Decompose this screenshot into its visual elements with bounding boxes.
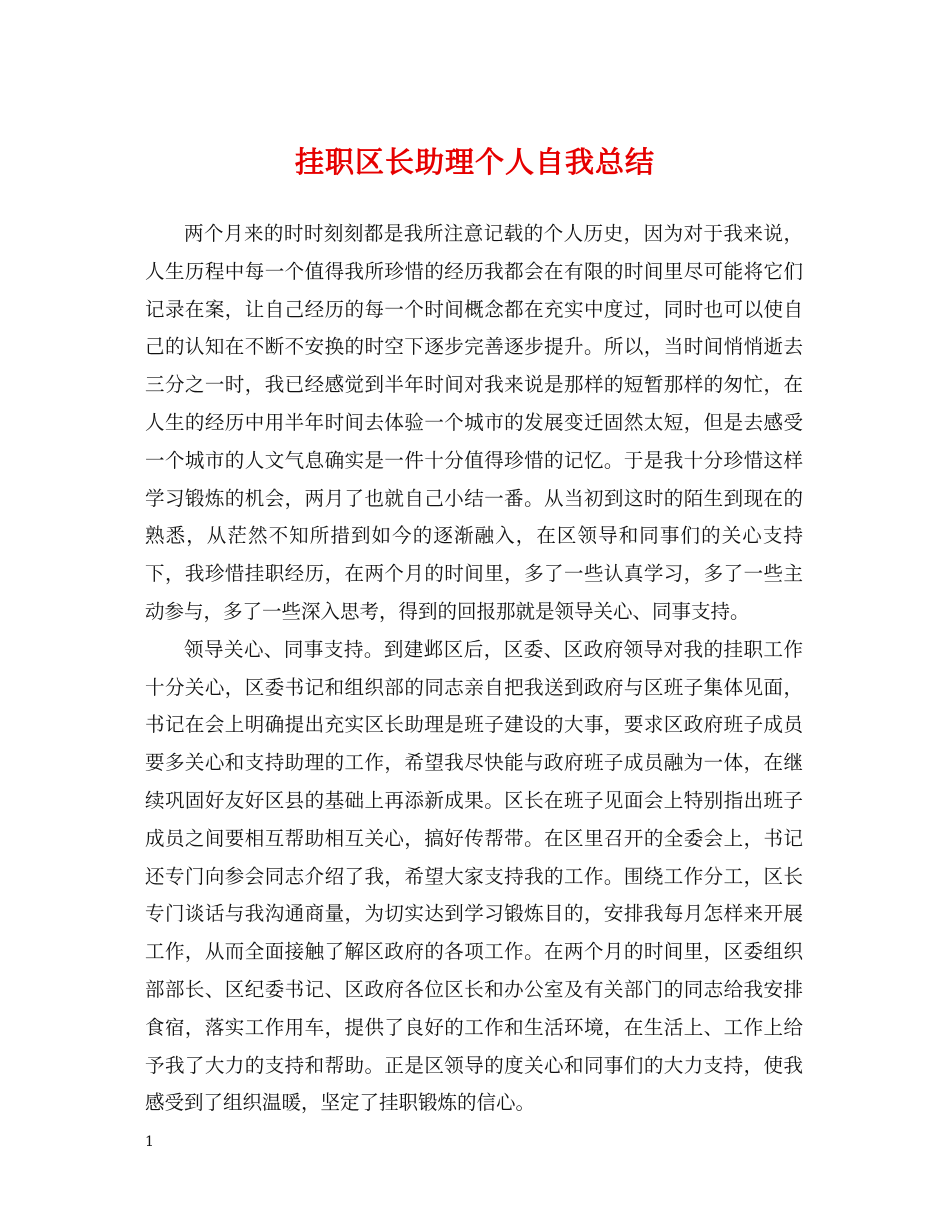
- paragraph: 两个月来的时时刻刻都是我所注意记载的个人历史，因为对于我来说，人生历程中每一个值得我所珍惜的经历我都会在有限的时间里尽可能将它们记录在案，让自己经历的每一个时间概念都在充实中度过，同时也可以使自己的认知在不断不安换的时空下逐步完善逐步提升。所以，当时间悄悄逝去三分之一时，我已经感觉到半年时间对我来说是那样的短暂那样的匆忙，在人生的经历中用半年时间去体验一个城市的发展变迁固然太短，但是去感受一个城市的人文气息确实是一件十分值得珍惜的记忆。于是我十分珍惜这样学习锻炼的机会，两月了也就自己小结一番。从当初到这时的陌生到现在的熟悉，从茫然不知所措到如今的逐渐融入，在区领导和同事们的关心支持下，我珍惜挂职经历，在两个月的时间里，多了一些认真学习，多了一些主动参与，多了一些深入思考，得到的回报那就是领导关心、同事支持。: [145, 222, 803, 623]
- document-body: [145, 215, 803, 1122]
- document-title: 挂职区长助理个人自我总结: [294, 145, 655, 179]
- paragraph: 领导关心、同事支持。到建邺区后，区委、区政府领导对我的挂职工作十分关心，区委书记和组织部的同志亲自把我送到政府与区班子集体见面，书记在会上明确提出充实区长助理是班子建设的大事，要求区政府班子成员要多关心和支持助理的工作，希望我尽快能与政府班子成员融为一体，在继续巩固好友好区县的基础上再添新成果。区长在班子见面会上特别指出班子成员之间要相互帮助相互关心，搞好传帮带。在区里召开的全委会上，书记还专门向参会同志介绍了我，希望大家支持我的工作。围绕工作分工，区长专门谈话与我沟通商量，为切实达到学习锻炼目的，安排我每月怎样来开展工作，从而全面接触了解区政府的各项工作。在两个月的时间里，区委组织部部长、区纪委书记、区政府各位区长和办公室及有关部门的同志给我安排食宿，落实工作用车，提供了良好的工作和生活环境，在生活上、工作上给予我了大力的支持和帮助。正是区领导的度关心和同事们的大力支持，使我感受到了组织温暖，坚定了挂职锻炼的信心。: [145, 637, 803, 1115]
- page-number: 1: [145, 1134, 154, 1150]
